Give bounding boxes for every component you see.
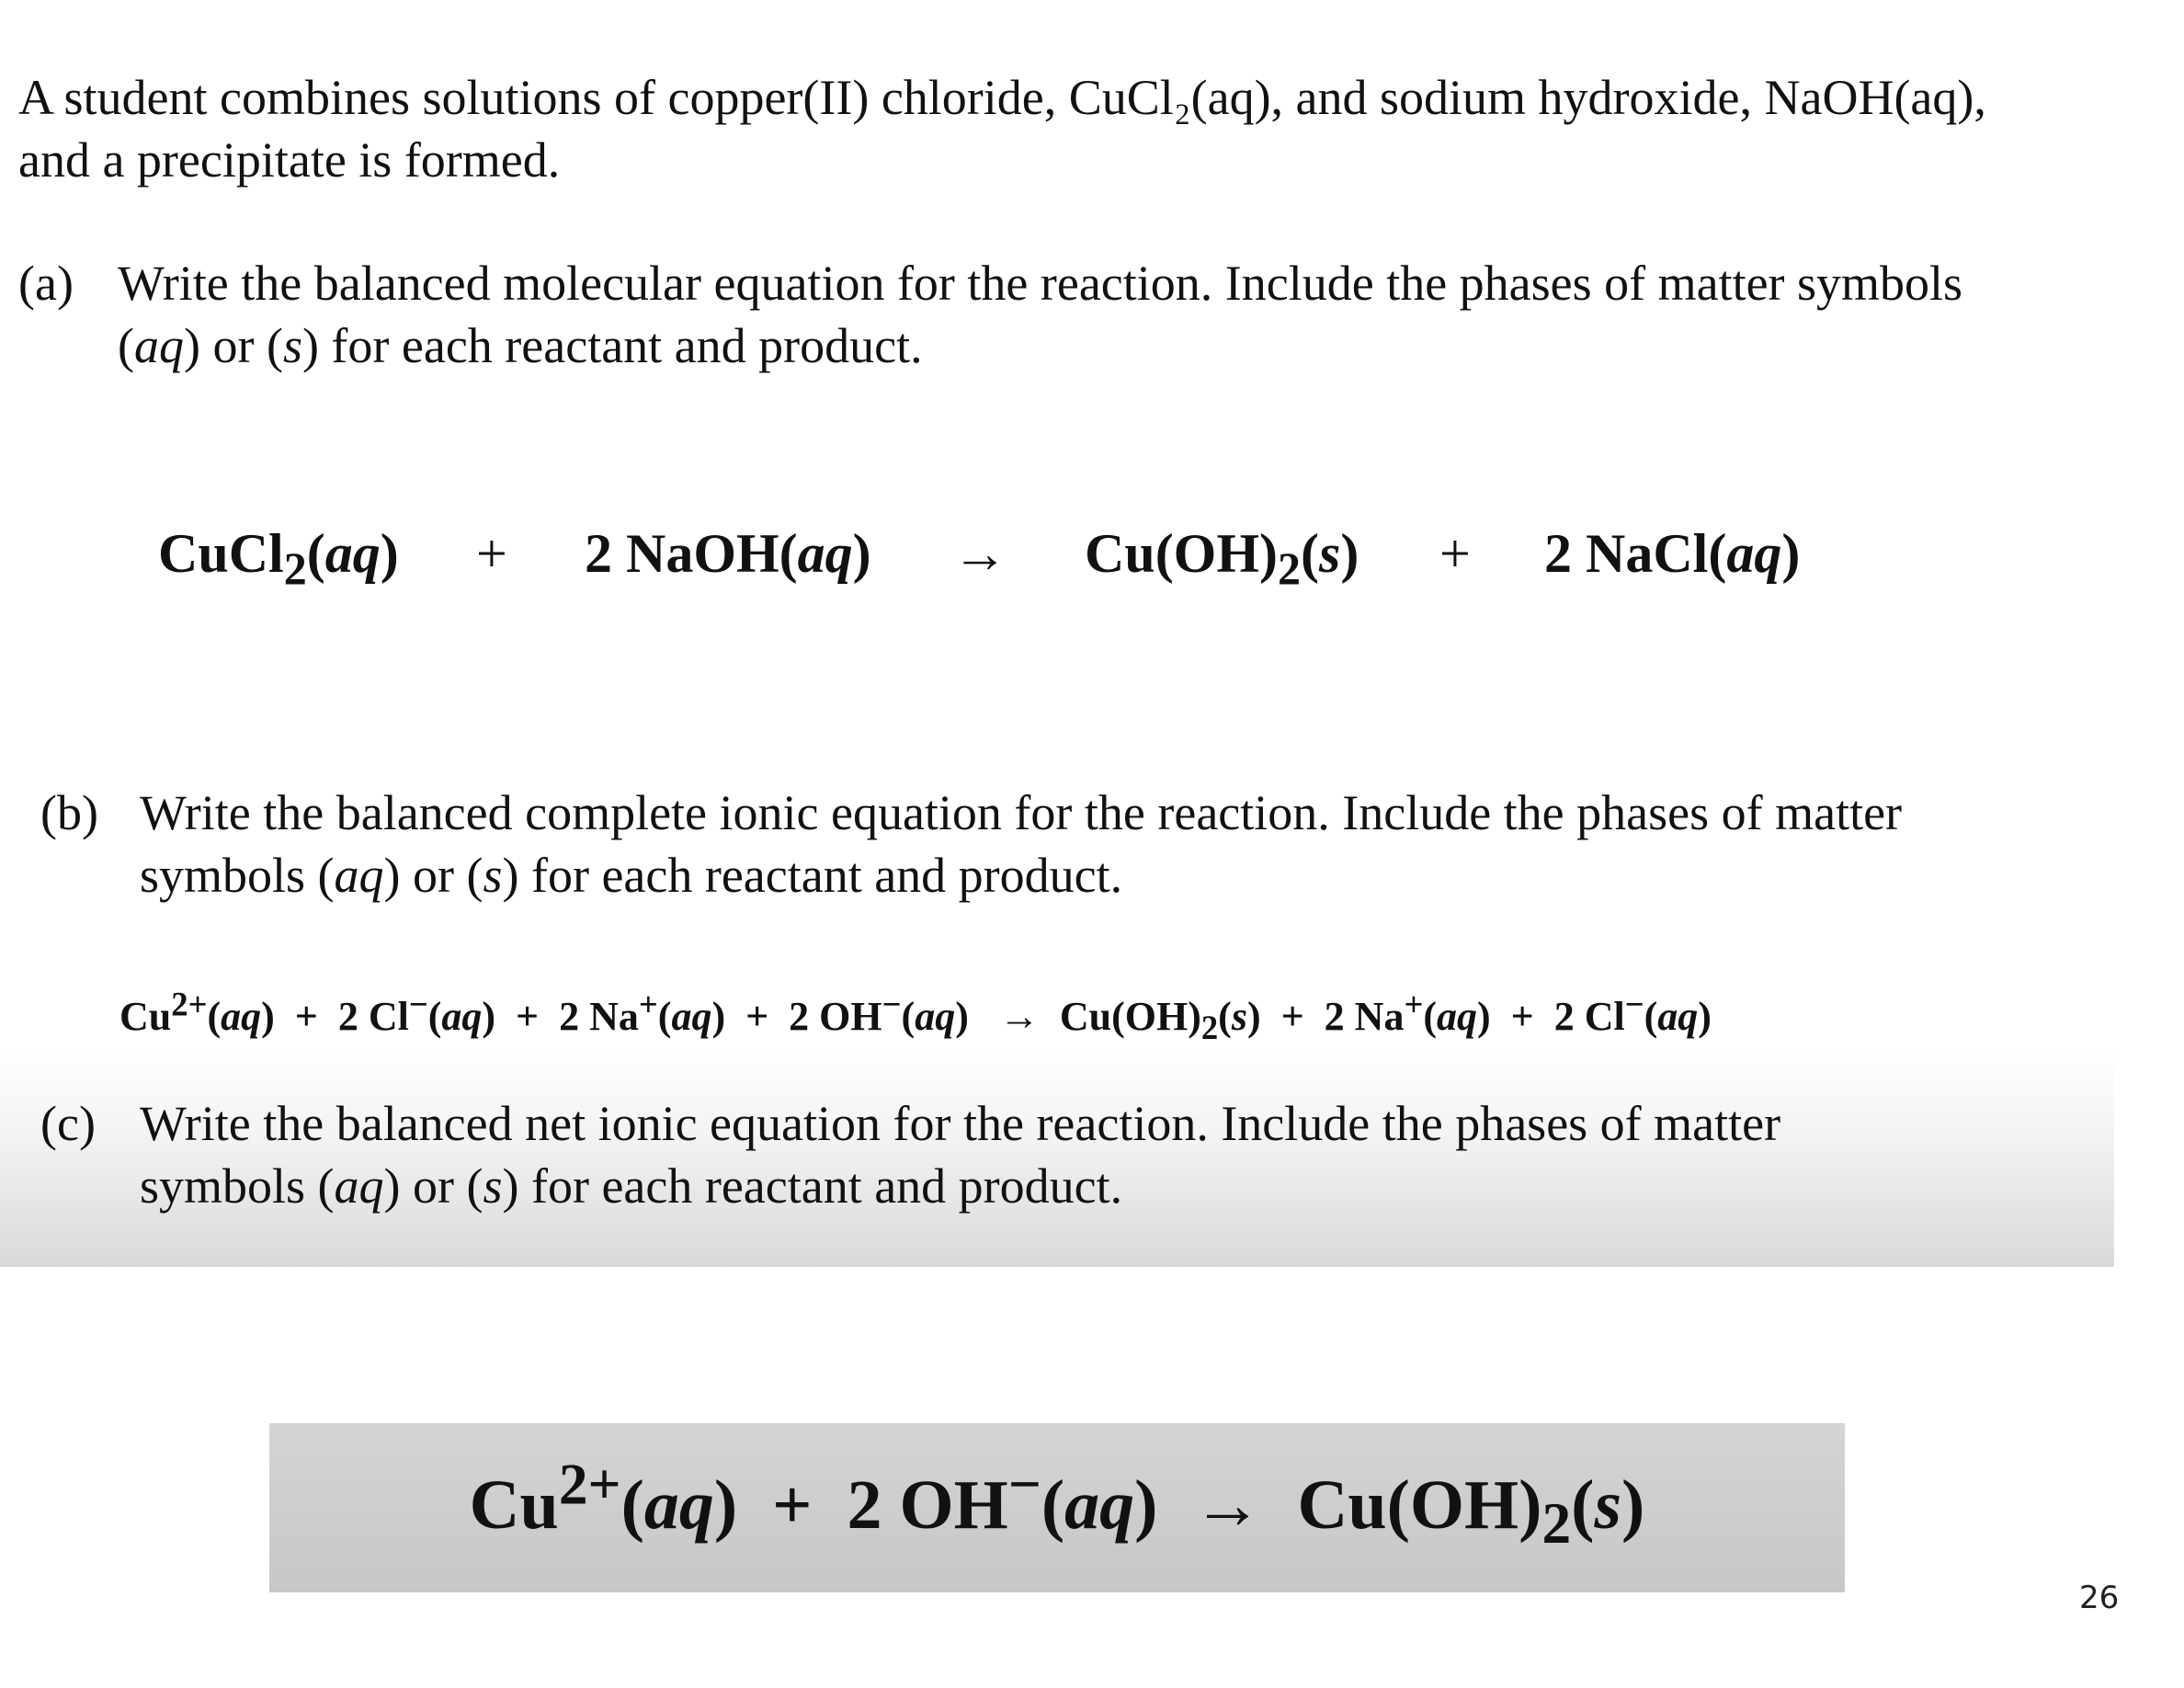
question-a-label: (a)	[18, 256, 74, 311]
question-b-label: (b)	[40, 785, 98, 840]
reactant-cucl2: CuCl$_2$(aq)	[158, 523, 399, 594]
question-c-line-2: symbols (aq) or (s) for each reactant and product.	[140, 1158, 1123, 1214]
question-a	[18, 252, 2151, 381]
intro-line-2: and a precipitate is formed.	[18, 132, 561, 188]
net-ionic-answer-box	[269, 1423, 1845, 1592]
question-c	[40, 1092, 2118, 1221]
question-b-line-1: Write the balanced complete ionic equation for the reaction. Include the phases of matter	[140, 785, 1903, 840]
complete-ionic-equation-text: $Cu^{2+}(aq) + 2$ Cl−(aq) + 2 Na+(aq) + 2 $OH^-(aq) \to Cu(OH)_2(s) + 2$ Na+(aq) + 2 Cl−(aq)	[119, 985, 1712, 1046]
page-number: 26	[2079, 1580, 2120, 1616]
net-ionic-equation	[269, 1452, 1845, 1557]
molecular-equation	[0, 522, 2184, 596]
question-c-label: (c)	[40, 1096, 96, 1151]
question-b-line-2: symbols (aq) or (s) for each reactant and product.	[140, 848, 1123, 903]
intro-line-1: A student combines solutions of copper(II) chloride, CuCl₂(aq), and sodium hydroxide, NaOH(aq),	[18, 70, 1986, 125]
product-nacl: 2 NaCl(aq)	[1544, 523, 1801, 584]
question-b	[40, 781, 2155, 910]
plus-sign-1: +	[476, 523, 507, 584]
question-a-line-1: Write the balanced molecular equation for the reaction. Include the phases of matter symbols	[118, 256, 1963, 311]
net-ionic-equation-text: $Cu^{2+}(aq) + 2$ $OH^-(aq) \to Cu(OH)_2(s)$	[469, 1452, 1645, 1557]
question-c-line-1: Write the balanced net ionic equation for the reaction. Include the phases of matter	[140, 1096, 1781, 1151]
question-a-line-2: (aq) or (s) for each reactant and product.	[118, 318, 923, 373]
reactant-naoh: 2 NaOH(aq)	[585, 523, 871, 584]
reaction-arrow: →	[952, 523, 1007, 584]
complete-ionic-equation	[0, 985, 2184, 1048]
plus-sign-2: +	[1439, 523, 1471, 584]
product-cuoh2: $Cu(OH)_2(s)$	[1085, 523, 1359, 594]
